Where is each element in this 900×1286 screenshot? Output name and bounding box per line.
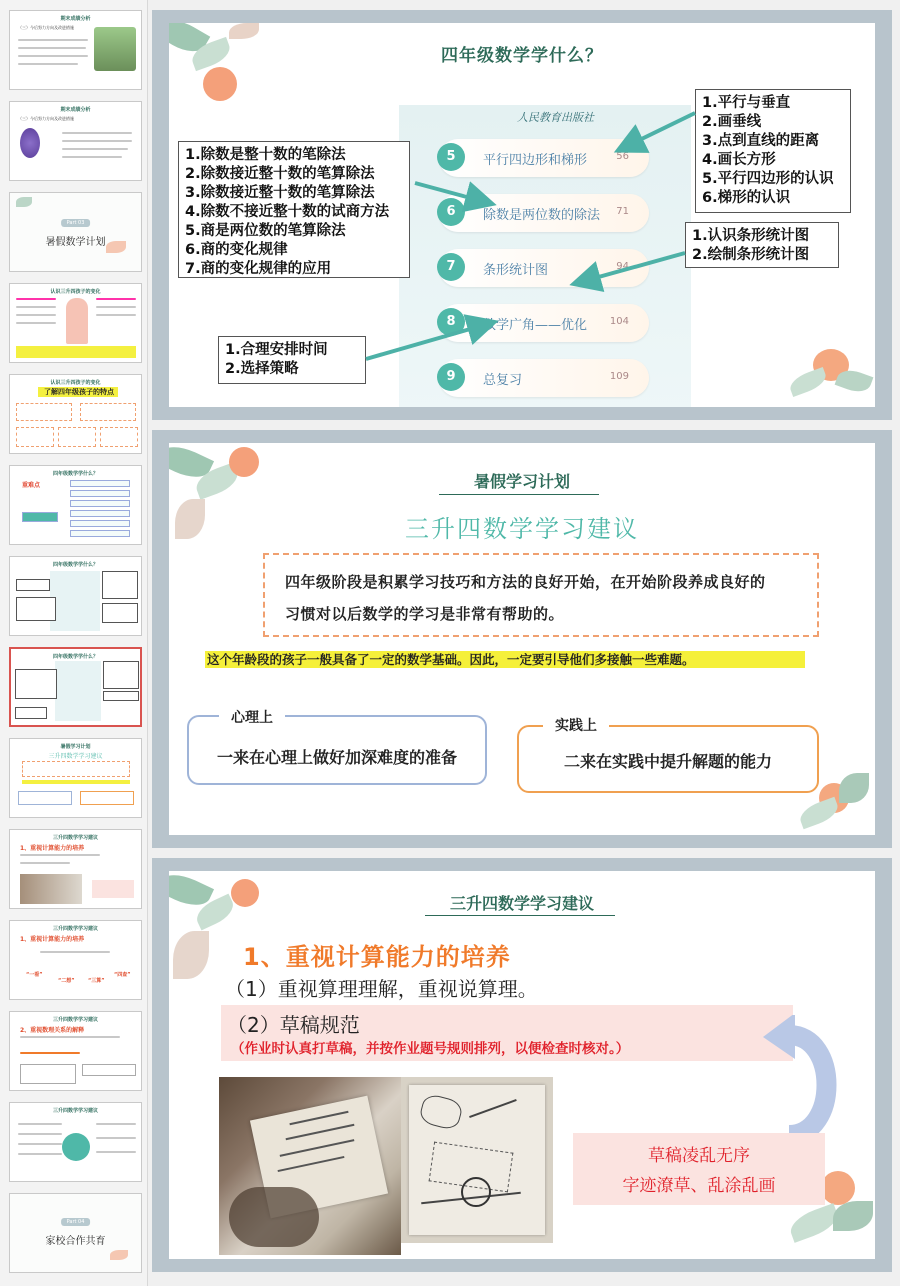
thumb-node: 重难点 (22, 482, 41, 489)
highlight-note: 这个年龄段的孩子一般具备了一定的数学基础。因此，一定要引导他们多接触一些难题。 (205, 651, 805, 668)
thumb-title: 期末成绩分析 (60, 107, 91, 113)
thumb-figure (66, 298, 88, 344)
slide-title: 四年级数学学什么？ (441, 46, 603, 66)
thumb-red-heading: 1、重视计算能力的培养 (20, 845, 85, 852)
thumb-title: 暑假学习计划 (60, 744, 91, 750)
thumb-big-title: 家校合作共育 (45, 1236, 106, 1247)
chapter-page: 109 (609, 371, 629, 382)
slide-preview-1[interactable] (152, 10, 892, 420)
intro-box (263, 553, 819, 637)
slide-thumb-11[interactable]: 三升四数学学习建议 1、重视计算能力的培养 “一看” “二想” “三算” “四查” (9, 920, 142, 1000)
slide-thumb-14[interactable] (9, 1193, 142, 1273)
topic-line: 2.选择策略 (225, 361, 299, 377)
thumb-part-tag: Part 03 (61, 219, 91, 227)
slide-canvas (169, 443, 875, 835)
card-text: 一来在心理上做好加深难度的准备 (216, 748, 457, 767)
thumb-big-title: 暑假数学计划 (45, 237, 106, 248)
thumb-subtitle: （三）今后努力方向及改进措施 (18, 116, 74, 121)
thumb-title: 四年级数学学什么？ (52, 471, 98, 477)
thumb-title: 四年级数学学什么？ (52, 654, 98, 660)
slide-canvas (169, 23, 875, 407)
section-heading: 1、重视计算能力的培养 (243, 943, 511, 971)
chapter-number: 7 (437, 253, 465, 281)
slide-thumb-10[interactable] (9, 829, 142, 909)
slide-title: 三升四数学学习建议 (405, 515, 639, 543)
topic-line: 4.除数不接近整十数的试商方法 (185, 204, 390, 220)
thumb-title: 三升四数学学习建议 (52, 1017, 98, 1023)
chapter-title: 总复习 (483, 373, 523, 388)
topic-line: 6.商的变化规律 (185, 242, 288, 258)
topic-line: 2.画垂线 (702, 114, 762, 130)
chapter-title: 条形统计图 (483, 263, 549, 278)
chapter-title: 平行四边形和梯形 (483, 153, 588, 168)
thumb-title: 期末成绩分析 (60, 16, 91, 22)
callout-line-2: 字迹潦草、乱涂乱画 (622, 1176, 776, 1196)
chapter-number: 9 (437, 363, 465, 391)
thumb-red-heading: 2、重视数理关系的解释 (20, 1027, 85, 1034)
intro-line-1: 四年级阶段是积累学习技巧和方法的良好开始，在开始阶段养成良好的 (285, 573, 766, 591)
thumb-flower (20, 128, 40, 158)
point-2: （2）草稿规范 (227, 1013, 360, 1037)
slide-canvas (169, 871, 875, 1259)
topic-line: 2.除数接近整十数的笔算除法 (185, 166, 375, 182)
slide-thumb-4[interactable] (9, 283, 142, 363)
topic-line: 3.点到直线的距离 (702, 133, 820, 149)
chapter-number: 5 (437, 143, 465, 171)
slide-preview-3[interactable] (152, 858, 892, 1272)
student-draft-photo-1 (219, 1077, 401, 1255)
point-1: （1）重视算理理解，重视说算理。 (225, 977, 538, 1001)
topic-line: 6.梯形的认识 (702, 190, 791, 206)
publisher-label: 人民教育出版社 (517, 111, 594, 124)
thumb-red-heading: 1、重视计算能力的培养 (20, 936, 85, 943)
chapter-page: 71 (616, 206, 629, 217)
thumb-title: 认识三升四孩子的变化 (50, 380, 101, 386)
slide-thumb-5[interactable] (9, 374, 142, 454)
card-label: 实践上 (543, 715, 609, 735)
topic-line: 1.平行与垂直 (702, 95, 791, 111)
card-label: 心理上 (219, 707, 285, 727)
topic-line: 4.画长方形 (702, 152, 776, 168)
thumb-part-tag: Part 04 (61, 1218, 91, 1226)
card-text: 二来在实践中提升解题的能力 (563, 752, 772, 771)
chapter-title: 除数是两位数的除法 (483, 208, 601, 223)
chapter-number: 8 (437, 308, 465, 336)
topic-line: 1.除数是整十数的笔除法 (185, 147, 346, 163)
thumb-title: 三升四数学学习建议 (52, 835, 98, 841)
topic-line: 1.合理安排时间 (225, 342, 328, 358)
draft-rule-box (221, 1005, 793, 1061)
thumb-banner: 了解四年级孩子的特点 (44, 388, 114, 396)
topic-line: 3.除数接近整十数的笔算除法 (185, 185, 375, 201)
chapter-page: 56 (616, 151, 629, 162)
thumb-title: 四年级数学学什么？ (52, 562, 98, 568)
topic-line: 2.绘制条形统计图 (692, 247, 810, 263)
connector-arrows (169, 23, 875, 407)
slide-thumb-8[interactable] (9, 647, 142, 727)
thumb-subtitle: （三）今后努力方向及改进措施 (18, 25, 74, 30)
thumb-circle (62, 1133, 90, 1161)
slide-thumb-2[interactable] (9, 101, 142, 181)
slide-thumb-3[interactable] (9, 192, 142, 272)
draft-note: （作业时认真打草稿，并按作业题号规则排列，以便检查时核对。） (231, 1041, 630, 1057)
topic-line: 5.商是两位数的笔算除法 (185, 223, 346, 239)
chapter-number: 6 (437, 198, 465, 226)
psychology-card (187, 710, 487, 785)
thumb-photo (94, 27, 136, 71)
chapter-title: 数学广角——优化 (483, 318, 588, 333)
student-draft-photo-2 (401, 1077, 553, 1243)
slide-thumb-13[interactable] (9, 1102, 142, 1182)
messy-draft-callout (573, 1133, 825, 1205)
slide-thumb-1[interactable] (9, 10, 142, 90)
slide-thumb-9[interactable] (9, 738, 142, 818)
slide-preview-2[interactable] (152, 430, 892, 848)
chapter-page: 104 (609, 316, 629, 327)
callout-line-1: 草稿凌乱无序 (648, 1146, 750, 1166)
practice-card (517, 718, 819, 793)
slide-thumb-6[interactable] (9, 465, 142, 545)
topic-line: 7.商的变化规律的应用 (185, 261, 332, 277)
slide-thumb-12[interactable] (9, 1011, 142, 1091)
thumb-title: 认识三升四孩子的变化 (50, 289, 101, 295)
section-header: 暑假学习计划 (473, 472, 570, 491)
intro-line-2: 习惯对以后数学的学习是非常有帮助的。 (285, 605, 565, 623)
topic-line: 5.平行四边形的认识 (702, 171, 834, 187)
slide-thumb-7[interactable] (9, 556, 142, 636)
thumb-title: 三升四数学学习建议 (52, 1108, 98, 1114)
section-header: 三升四数学学习建议 (449, 894, 594, 913)
flower-decoration (821, 1171, 855, 1205)
chapter-page: 94 (616, 261, 629, 272)
thumb-title: 三升四数学学习建议 (52, 926, 98, 932)
thumb-big-title: 三升四数学学习建议 (48, 753, 103, 760)
topic-line: 1.认识条形统计图 (692, 228, 810, 244)
slide-thumbnail-panel[interactable] (0, 0, 148, 1286)
